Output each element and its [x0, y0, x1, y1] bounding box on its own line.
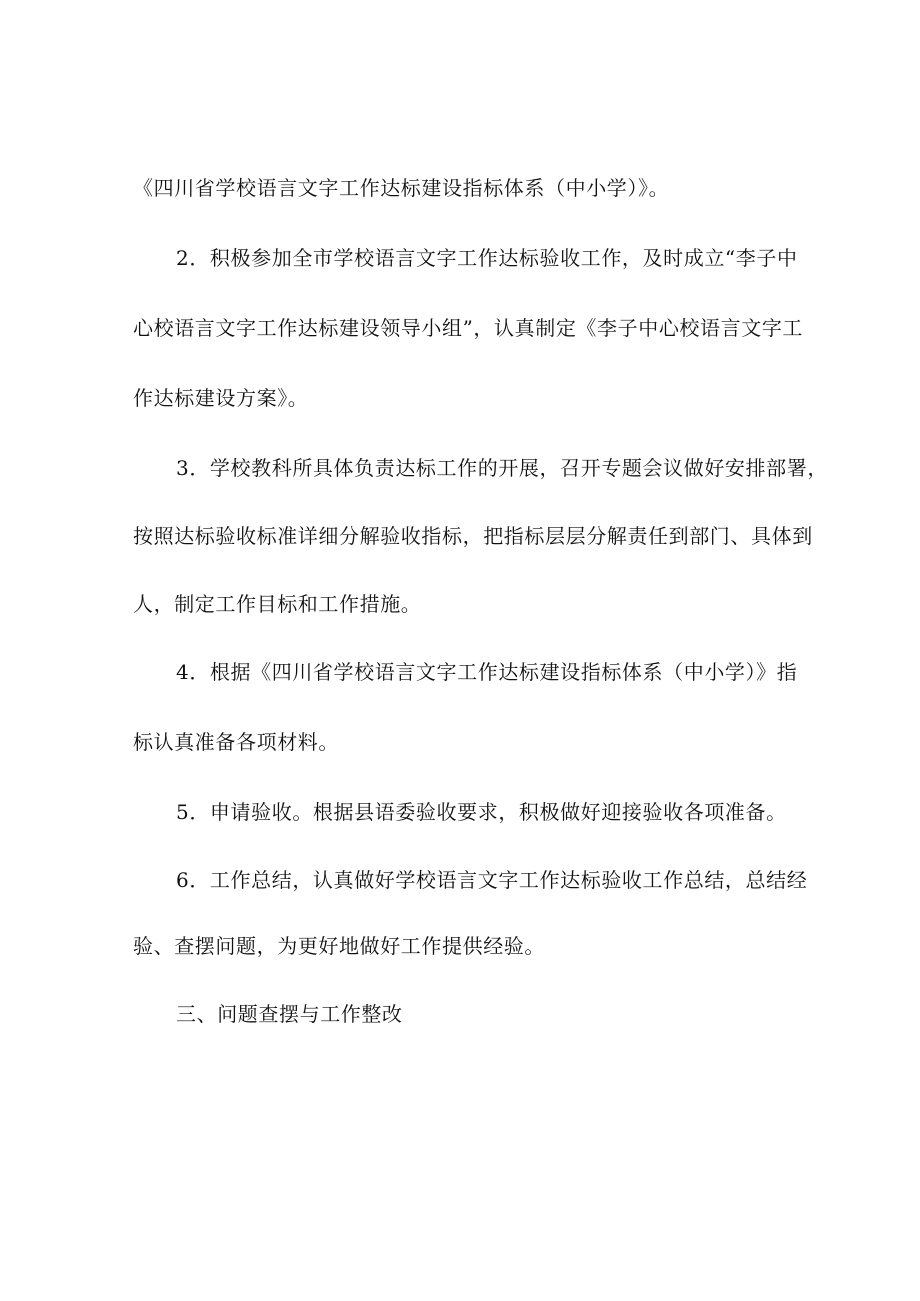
text-line-8: 4．根据《四川省学校语言文字工作达标建设指标体系（中小学）》指: [176, 660, 798, 684]
text-line-12: 验、查摆问题，为更好地做好工作提供经验。: [133, 934, 545, 958]
section-heading: 三、问题查摆与工作整改: [176, 1002, 403, 1026]
text-line-2: 2．积极参加全市学校语言文字工作达标验收工作，及时成立“李子中: [176, 246, 798, 270]
text-line-4: 作达标建设方案》。: [133, 386, 309, 410]
text-line-9: 标认真准备各项材料。: [133, 730, 339, 754]
text-line-7: 人，制定工作目标和工作措施。: [133, 592, 422, 616]
text-line-10: 5．申请验收。根据县语委验收要求，积极做好迎接验收各项准备。: [176, 800, 787, 824]
text-line-1: 《四川省学校语言文字工作达标建设指标体系（中小学）》。: [133, 176, 670, 200]
text-line-6: 按照达标验收标准详细分解验收指标，把指标层层分解责任到部门、具体到: [133, 524, 813, 548]
text-line-5: 3．学校教科所具体负责达标工作的开展，召开专题会议做好安排部署，: [176, 456, 828, 480]
text-line-11: 6．工作总结，认真做好学校语言文字工作达标验收工作总结，总结经: [176, 868, 808, 892]
text-line-3: 心校语言文字工作达标建设领导小组”，认真制定《李子中心校语言文字工: [133, 316, 804, 340]
